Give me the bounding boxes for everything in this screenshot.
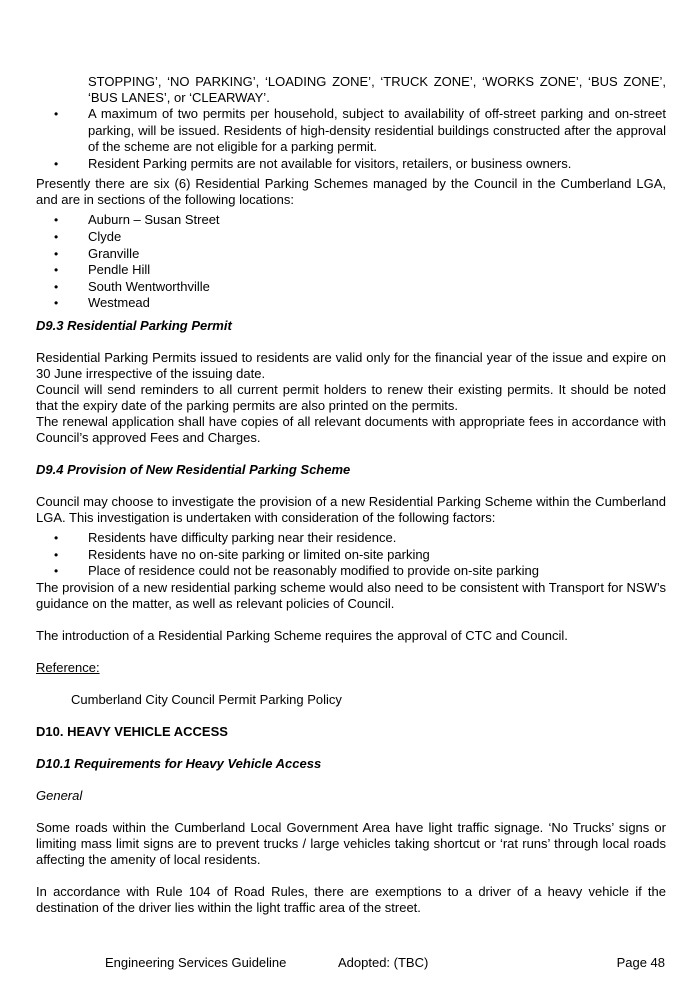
list-item: • A maximum of two permits per household, subject to availability of off-street parking and on-street parking, will be issued. Residents of high-density residential buildings constructed after the approval of the scheme are not eligible for a parking permit. [36, 106, 666, 156]
paragraph: In accordance with Rule 104 of Road Rules, there are exemptions to a driver of a heavy vehicle if the destination of the driver lies within the light traffic area of the street. [36, 883, 666, 915]
reference-item: Cumberland City Council Permit Parking Policy [71, 691, 342, 707]
locations-list [36, 212, 666, 312]
paragraph: The renewal application shall have copies of all relevant documents with appropriate fees in accordance with Council’s approved Fees and Charges. [36, 413, 666, 445]
list-item: • Clyde [36, 229, 666, 246]
paragraph: The provision of a new residential parking scheme would also need to be consistent with Transport for NSW’s guidance on the matter, as well as relevant policies of Council. [36, 579, 666, 611]
subheading-general: General [36, 787, 83, 803]
list-item: • Residents have difficulty parking near their residence. [36, 530, 666, 547]
section-heading-d10: D10. HEAVY VEHICLE ACCESS [36, 723, 228, 739]
footer-title: Engineering Services Guideline [105, 955, 287, 970]
section-heading-d9-4: D9.4 Provision of New Residential Parking Scheme [36, 461, 351, 477]
list-item: • Auburn – Susan Street [36, 212, 666, 229]
paragraph: The introduction of a Residential Parking Scheme requires the approval of CTC and Council. [36, 627, 568, 643]
permit-conditions-list [36, 106, 666, 172]
list-item: • Westmead [36, 295, 666, 312]
list-item: • Resident Parking permits are not available for visitors, retailers, or business owners. [36, 156, 666, 173]
list-continuation: STOPPING’, ‘NO PARKING’, ‘LOADING ZONE’, ‘TRUCK ZONE’, ‘WORKS ZONE’, ‘BUS ZONE’, ‘BUS LANES’, or ‘CLEARWAY’. [88, 74, 666, 105]
list-item: • Residents have no on-site parking or limited on-site parking [36, 547, 666, 564]
reference-label: Reference: [36, 659, 100, 675]
page-footer [0, 955, 683, 971]
paragraph: Council will send reminders to all current permit holders to renew their existing permits. It should be noted that the expiry date of the parking permits are also printed on the permits. [36, 381, 666, 413]
paragraph: Council may choose to investigate the provision of a new Residential Parking Scheme within the Cumberland LGA. This investigation is undertaken with consideration of the following factors: [36, 493, 666, 525]
list-item: • Granville [36, 246, 666, 263]
paragraph: Some roads within the Cumberland Local Government Area have light traffic signage. ‘No Trucks’ signs or limiting mass limit signs are to prevent trucks / large vehicles taking shortcut or ‘rat runs’ through local roads affecting the amenity of local residents. [36, 819, 666, 867]
list-item: • Place of residence could not be reasonably modified to provide on-site parking [36, 563, 666, 580]
document-page [36, 74, 666, 916]
footer-page-number: Page 48 [616, 955, 665, 970]
list-item: • South Wentworthville [36, 279, 666, 296]
paragraph: Residential Parking Permits issued to residents are valid only for the financial year of the issue and expire on 30 June irrespective of the issuing date. [36, 349, 666, 381]
section-heading-d10-1: D10.1 Requirements for Heavy Vehicle Access [36, 755, 322, 771]
section-heading-d9-3: D9.3 Residential Parking Permit [36, 317, 232, 333]
footer-adopted: Adopted: (TBC) [338, 955, 429, 970]
list-item: • Pendle Hill [36, 262, 666, 279]
factors-list [36, 530, 666, 580]
schemes-intro: Presently there are six (6) Residential Parking Schemes managed by the Council in the Cumberland LGA, and are in sections of the following locations: [36, 176, 666, 208]
